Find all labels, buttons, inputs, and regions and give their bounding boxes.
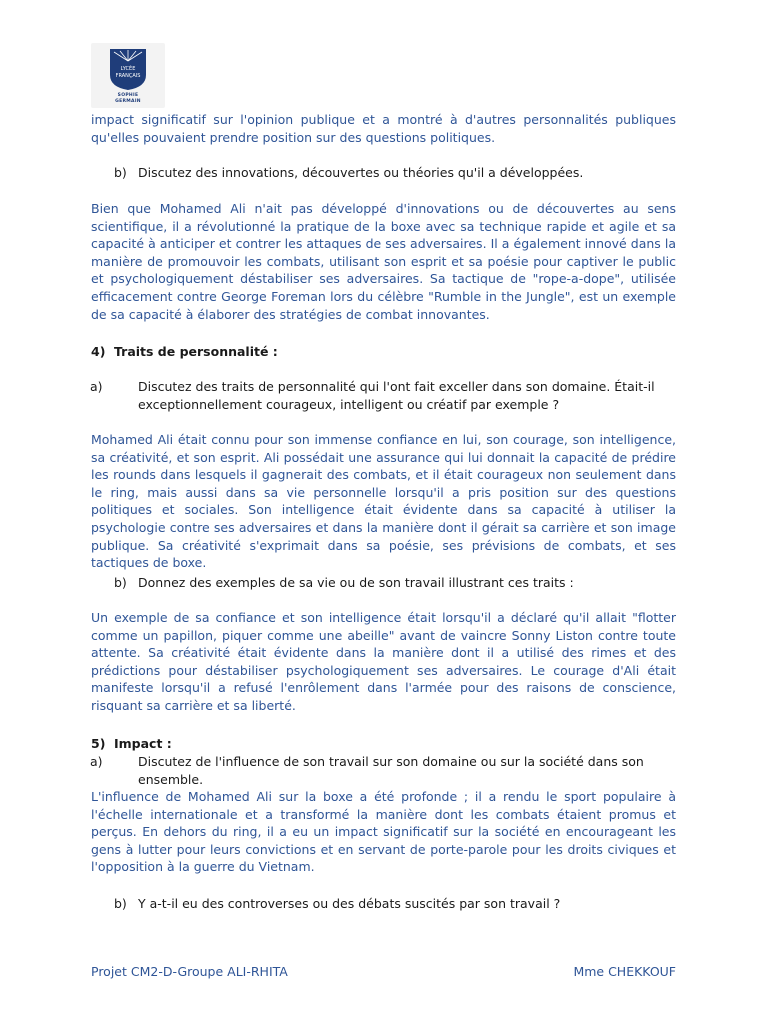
section-title: Traits de personnalité : bbox=[114, 344, 278, 359]
logo-subtitle-2: GERMAIN bbox=[115, 99, 141, 104]
section-number: 4) bbox=[91, 344, 106, 359]
logo-subtitle-1: SOPHIE bbox=[117, 93, 139, 98]
question-text: Discutez des innovations, découvertes ou théories qu'il a développées. bbox=[138, 165, 584, 180]
question-text: Discutez des traits de personnalité qui l'ont fait exceller dans son domaine. Était-il exceptionnellement courageux, intelligent ou créatif par exemple ? bbox=[138, 379, 655, 412]
svg-text:LYCÉE: LYCÉE bbox=[120, 66, 136, 72]
footer-project: Projet CM2-D-Groupe ALI-RHITA bbox=[91, 964, 288, 979]
school-crest-icon bbox=[108, 47, 148, 91]
question-text: Discutez de l'influence de son travail sur son domaine ou sur la société dans son ensemble. bbox=[138, 754, 644, 787]
question-5a bbox=[90, 753, 698, 788]
question-4b bbox=[114, 574, 674, 592]
question-label: b) bbox=[114, 165, 127, 180]
question-4a bbox=[90, 378, 698, 413]
section-heading-4 bbox=[91, 343, 676, 361]
paragraph-examples: Un exemple de sa confiance et son intelligence était lorsqu'il a déclaré qu'il allait "flotter comme un papillon, piquer comme une abeille" avant de vaincre Sonny Liston contre toute attente. Sa créativité était évidente dans la manière dont il a utilisé des rimes et des prédictions pour déstabiliser psychologiquement ses adversaires. Le courage d'Ali était manifeste lorsqu'il a refusé l'enrôlement dans l'armée pour des raisons de conscience, risquant sa carrière et sa liberté. bbox=[91, 610, 676, 713]
school-logo bbox=[91, 43, 165, 108]
question-label: a) bbox=[90, 754, 103, 769]
paragraph-traits: Mohamed Ali était connu pour son immense confiance en lui, son courage, son intelligence, sa créativité, et son esprit. Ali possédait une assurance qui lui donnait la capacité de prédire les rounds dans lesquels il gagnerait des combats, et il était courageux non seulement dans le ring, mais aussi dans sa vie personnelle lorsqu'il a pris position sur des questions politiques et sociales. Son intelligence était évidente dans sa capacité à utiliser la psychologie contre ses adversaires et dans la manière dont il gérait sa carrière et son image publique. Sa créativité s'exprimait dans sa poésie, ses prévisions de combats, et ses tactiques de boxe. bbox=[91, 432, 676, 571]
question-5b bbox=[114, 895, 674, 913]
question-label: a) bbox=[90, 379, 103, 394]
section-heading-5 bbox=[91, 735, 676, 753]
section-title: Impact : bbox=[114, 736, 172, 751]
footer-teacher: Mme CHEKKOUF bbox=[573, 964, 676, 979]
question-label: b) bbox=[114, 896, 127, 911]
svg-text:FRANÇAIS: FRANÇAIS bbox=[115, 73, 141, 79]
question-label: b) bbox=[114, 575, 127, 590]
question-text: Y a-t-il eu des controverses ou des débats suscités par son travail ? bbox=[138, 896, 561, 911]
question-3b bbox=[114, 164, 674, 182]
paragraph-impact-continued: impact significatif sur l'opinion publique et a montré à d'autres personnalités publiques qu'elles pouvaient prendre position sur des questions politiques. bbox=[91, 112, 676, 145]
question-text: Donnez des exemples de sa vie ou de son travail illustrant ces traits : bbox=[138, 575, 574, 590]
paragraph-innovations: Bien que Mohamed Ali n'ait pas développé d'innovations ou de découvertes au sens scientifique, il a révolutionné la pratique de la boxe avec sa technique rapide et agile et sa capacité à anticiper et contrer les attaques de ses adversaires. Il a également innové dans la manière de promouvoir les combats, utilisant son esprit et sa poésie pour captiver le public et psychologiquement déstabiliser ses adversaires. Sa tactique de "rope-a-dope", utilisée efficacement contre George Foreman lors du célèbre "Rumble in the Jungle", est un exemple de sa capacité à élaborer des stratégies de combat innovantes. bbox=[91, 201, 676, 322]
section-number: 5) bbox=[91, 736, 106, 751]
paragraph-influence: L'influence de Mohamed Ali sur la boxe a été profonde ; il a rendu le sport populaire à l'échelle internationale et a transformé la manière dont les combats étaient promus et perçus. En dehors du ring, il a eu un impact significatif sur la société en encourageant les gens à lutter pour leurs convictions et en servant de porte-parole pour les droits civiques et l'opposition à la guerre du Vietnam. bbox=[91, 789, 676, 875]
